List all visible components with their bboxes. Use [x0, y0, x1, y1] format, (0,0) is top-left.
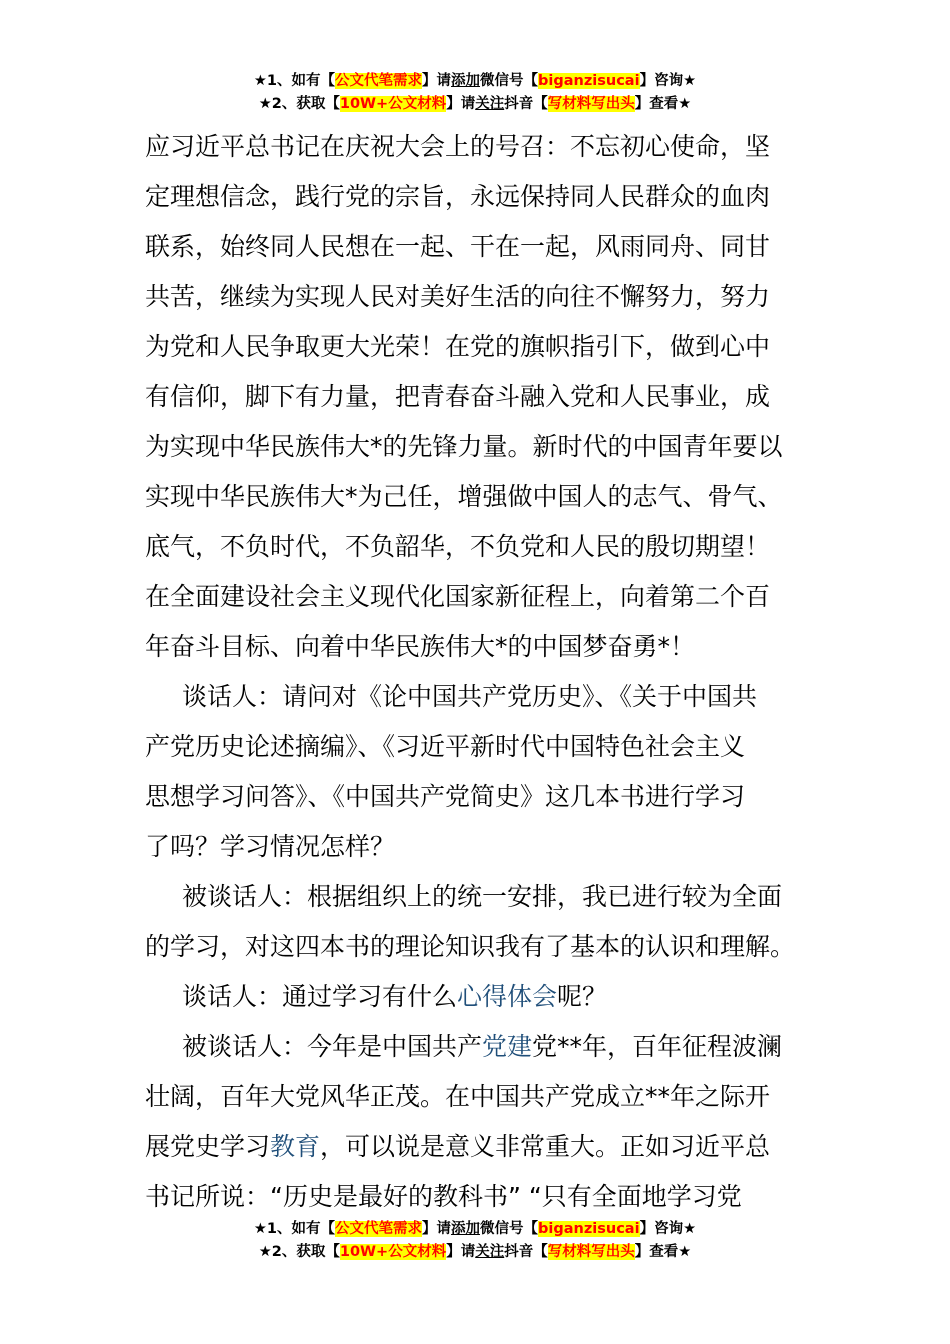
paragraph-start: 谈话人：请问对《论中国共产党历史》、《关于中国共: [182, 682, 758, 711]
text-line: 为党和人民争取更大光荣！在党的旗帜指引下，做到心中: [145, 332, 771, 361]
banner-highlight: biganzisucai: [538, 73, 640, 89]
paragraph-start: [145, 1022, 805, 1072]
text-line: 底气，不负时代，不负韶华，不负党和人民的殷切期望！: [145, 532, 771, 561]
text-run: ，可以说是意义非常重大。正如习近平总: [320, 1132, 771, 1161]
text-line: 应习近平总书记在庆祝大会上的号召：不忘初心使命，坚: [145, 132, 771, 161]
keyword-link[interactable]: 教育: [270, 1132, 321, 1161]
banner-text: ★1、如有【: [253, 1221, 336, 1237]
banner-highlight: 10W+公文材料: [339, 1244, 447, 1260]
text-line: [145, 1122, 805, 1172]
text-line: 在全面建设社会主义现代化国家新征程上，向着第二个百: [145, 582, 771, 611]
text-line: 产党历史论述摘编》、《习近平新时代中国特色社会主义: [145, 732, 746, 761]
banner-line-2: [0, 1241, 950, 1264]
footer-banner: [0, 1218, 950, 1264]
banner-highlight: 写材料写出头: [547, 96, 635, 112]
banner-text: ★2、获取【: [258, 96, 340, 112]
text-run: 呢？: [557, 982, 608, 1011]
keyword-link[interactable]: 党建: [482, 1032, 533, 1061]
banner-highlight: 公文代笔需求: [335, 73, 423, 89]
text-run: 展党史学习: [145, 1132, 271, 1161]
text-line: 共苦，继续为实现人民对美好生活的向往不懈努力，努力: [145, 282, 771, 311]
banner-text: 】咨询★: [639, 73, 697, 89]
text-line: 联系，始终同人民想在一起、干在一起，风雨同舟、同甘: [145, 232, 771, 261]
text-line: 壮阔，百年大党风华正茂。在中国共产党成立**年之际开: [145, 1082, 771, 1111]
banner-line-1: [0, 1218, 950, 1241]
paragraph-start: [145, 972, 805, 1022]
banner-emphasis: 关注: [475, 1244, 505, 1260]
text-line: 书记所说：“历史是最好的教科书” “只有全面地学习党: [145, 1182, 742, 1211]
banner-line-2: [0, 93, 950, 116]
text-run: 谈话人：通过学习有什么: [182, 982, 458, 1011]
banner-text: ★1、如有【: [253, 73, 336, 89]
banner-text: 抖音【: [504, 96, 548, 112]
banner-emphasis: 添加: [451, 1221, 481, 1237]
banner-text: 】请: [446, 1244, 476, 1260]
banner-text: 抖音【: [504, 1244, 548, 1260]
banner-text: 】请: [422, 73, 452, 89]
banner-text: 】查看★: [634, 96, 692, 112]
banner-emphasis: 添加: [451, 73, 481, 89]
text-line: 的学习，对这四本书的理论知识我有了基本的认识和理解。: [145, 932, 796, 961]
text-line: 年奋斗目标、向着中华民族伟大*的中国梦奋勇*！: [145, 632, 696, 661]
text-line: 思想学习问答》、《中国共产党简史》这几本书进行学习: [145, 782, 746, 811]
banner-text: 】咨询★: [639, 1221, 697, 1237]
banner-line-1: [0, 70, 950, 93]
banner-text: ★2、获取【: [258, 1244, 340, 1260]
text-line: 定理想信念，践行党的宗旨，永远保持同人民群众的血肉: [145, 182, 771, 211]
header-banner: [0, 70, 950, 116]
text-line: 为实现中华民族伟大*的先锋力量。新时代的中国青年要以: [145, 432, 783, 461]
text-run: 被谈话人：今年是中国共产: [182, 1032, 483, 1061]
banner-text: 】请: [422, 1221, 452, 1237]
banner-highlight: 公文代笔需求: [335, 1221, 423, 1237]
banner-highlight: 写材料写出头: [547, 1244, 635, 1260]
text-line: 了吗？学习情况怎样？: [145, 832, 396, 861]
banner-text: 】请: [446, 96, 476, 112]
keyword-link[interactable]: 心得体会: [457, 982, 558, 1011]
text-line: 实现中华民族伟大*为己任，增强做中国人的志气、骨气、: [145, 482, 783, 511]
banner-highlight: biganzisucai: [538, 1221, 640, 1237]
banner-highlight: 10W+公文材料: [339, 96, 447, 112]
text-run: 党**年，百年征程波澜: [532, 1032, 783, 1061]
banner-text: 微信号【: [480, 73, 539, 89]
banner-text: 微信号【: [480, 1221, 539, 1237]
banner-text: 】查看★: [634, 1244, 692, 1260]
banner-emphasis: 关注: [475, 96, 505, 112]
text-line: 有信仰，脚下有力量，把青春奋斗融入党和人民事业，成: [145, 382, 771, 411]
paragraph-start: 被谈话人：根据组织上的统一安排，我已进行较为全面: [182, 882, 783, 911]
document-body: [145, 122, 805, 1222]
